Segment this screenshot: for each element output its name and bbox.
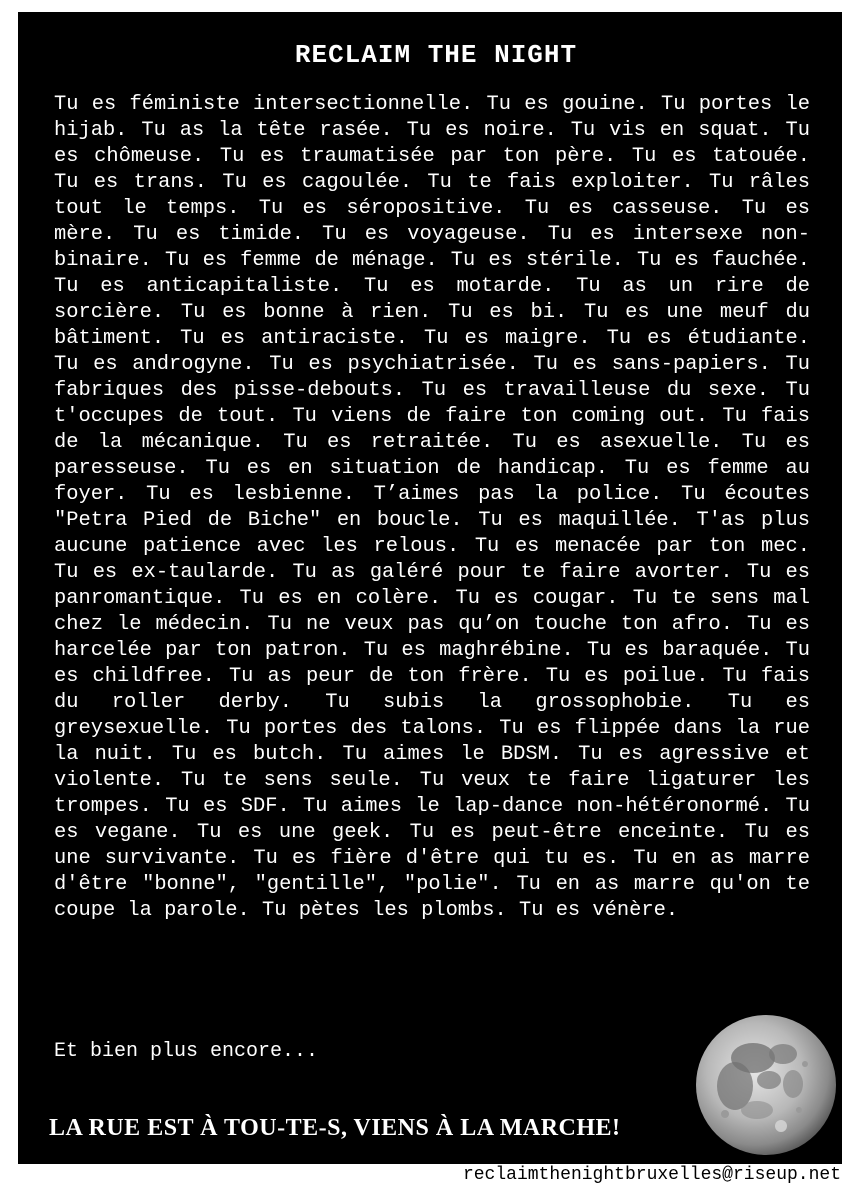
full-moon-icon xyxy=(695,1014,837,1156)
closing-line: Et bien plus encore... xyxy=(54,1040,319,1063)
poster-title: RECLAIM THE NIGHT xyxy=(294,40,578,70)
poster xyxy=(18,12,842,1164)
contact-email[interactable]: reclaimthenightbruxelles@riseup.net xyxy=(462,1165,841,1185)
poster-body-text: Tu es féministe intersectionnelle. Tu es gouine. Tu portes le hijab. Tu as la tête rasée. Tu es noire. Tu vis en squat. Tu es chômeuse. Tu es traumatisée par ton père. Tu es tatouée. Tu es trans. Tu es cagoulée. Tu te fais exploiter. Tu râles tout le temps. Tu es séropositive. Tu es casseuse. Tu es mère. Tu es timide. Tu es voyageuse. Tu es intersexe non-binaire. Tu es femme de ménage. Tu es stérile. Tu es fauchée. Tu es anticapitaliste. Tu es motarde. Tu as un rire de sorcière. Tu es bonne à rien. Tu es bi. Tu es une meuf du bâtiment. Tu es antiraciste. Tu es maigre. Tu es étudiante. Tu es androgyne. Tu es psychiatrisée. Tu es sans-papiers. Tu fabriques des pisse-debouts. Tu es travailleuse du sexe. Tu t'occupes de tout. Tu viens de faire ton coming out. Tu fais de la mécanique. Tu es retraitée. Tu es asexuelle. Tu es paresseuse. Tu es en situation de handicap. Tu es femme au foyer. Tu es lesbienne. T’aimes pas la police. Tu écoutes "Petra Pied de Biche" en boucle. Tu es maquillée. T'as plus aucune patience avec les relous. Tu es menacée par ton mec. Tu es ex-taularde. Tu as galéré pour te faire avorter. Tu es panromantique. Tu es en colère. Tu es cougar. Tu te sens mal chez le médecin. Tu ne veux pas qu’on touche ton afro. Tu es harcelée par ton patron. Tu es maghrébine. Tu es baraquée. Tu es childfree. Tu as peur de ton frère. Tu es poilue. Tu fais du roller derby. Tu subis la grossophobie. Tu es greysexuelle. Tu portes des talons. Tu es flippée dans la rue la nuit. Tu es butch. Tu aimes le BDSM. Tu es agressive et violente. Tu te sens seule. Tu veux te faire ligaturer les trompes. Tu es SDF. Tu aimes le lap-dance non-hétéronormé. Tu es vegane. Tu es une geek. Tu es peut-être enceinte. Tu es une survivante. Tu es fière d'être qui tu es. Tu en as marre d'être "bonne", "gentille", "polie". Tu en as marre qu'on te coupe la parole. Tu pètes les plombs. Tu es vénère. xyxy=(54,93,810,922)
march-slogan: LA RUE EST À TOU-TE-S, VIENS À LA MARCHE! xyxy=(49,1115,621,1141)
